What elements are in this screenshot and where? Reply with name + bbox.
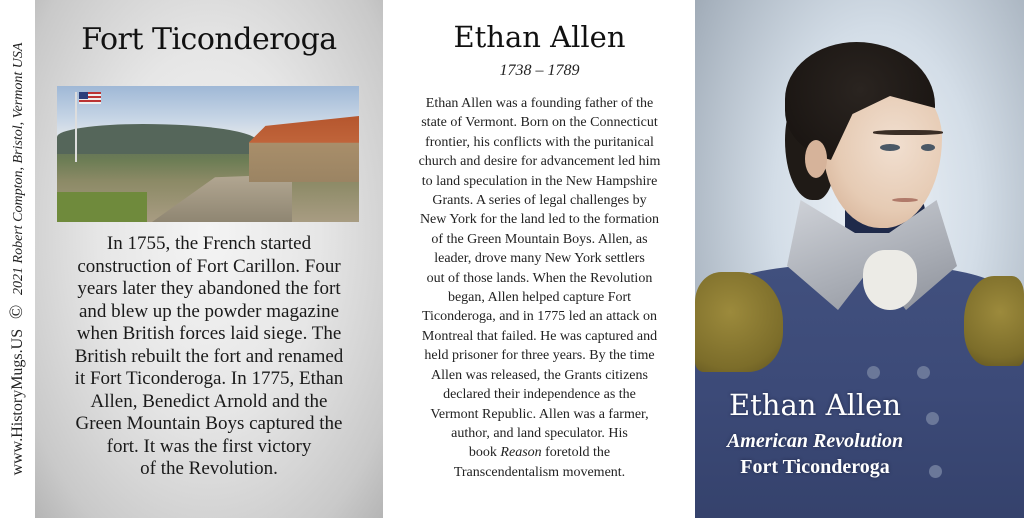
bio-text-line: Ticonderoga, and in 1775 led an attack on: [421, 309, 658, 325]
copyright-icon: ©: [6, 304, 27, 320]
bio-text-line: Vermont Republic. Allen was a farmer,: [430, 406, 649, 422]
fort-photo: [57, 86, 359, 222]
fort-text-line: years later they abandoned the fort: [77, 278, 341, 299]
bio-text-line: Montreal that failed. He was captured and: [421, 328, 658, 344]
credit-site: www.HistoryMugs.US: [9, 328, 26, 476]
fort-text-line: of the Revolution.: [140, 458, 278, 479]
fort-text-line: In 1755, the French started: [106, 233, 312, 254]
fort-text-line: Allen, Benedict Arnold and the: [90, 390, 328, 412]
portrait-cravat: [863, 250, 917, 310]
portrait-place: Fort Ticonderoga: [740, 456, 890, 478]
book-suffix: foretold the: [541, 445, 611, 461]
bio-text-line: author, and land speculator. His: [451, 425, 628, 441]
bio-text-line: New York for the land led to the formation: [419, 212, 660, 228]
credit-author: 2021 Robert Compton, Bristol, Vermont USA: [11, 42, 26, 295]
bio-dates: 1738 – 1789: [499, 62, 580, 79]
fort-text-line: when British forces laid siege. The: [76, 323, 342, 344]
bio-text-line: began, Allen helped capture Fort: [447, 290, 632, 306]
fort-description: [43, 233, 375, 481]
bio-text-line: church and desire for advancement led him: [418, 154, 661, 170]
portrait-name: Ethan Allen: [728, 388, 902, 422]
portrait-mouth: [892, 198, 918, 202]
portrait-era: American Revolution: [726, 430, 904, 452]
bio-text-line: held prisoner for three years. By the time: [424, 348, 655, 364]
portrait-epaulet-left: [695, 272, 783, 372]
coat-button: [867, 366, 880, 379]
portrait-panel: [695, 0, 1024, 518]
fort-text-line: and blew up the powder magazine: [78, 300, 340, 322]
bio-book-line: [391, 443, 688, 462]
book-prefix: book: [468, 445, 501, 461]
portrait-eye-right: [921, 144, 935, 151]
fort-text-line: British rebuilt the fort and renamed: [74, 345, 344, 367]
bio-text: [391, 94, 688, 482]
portrait-eye-left: [880, 144, 900, 151]
bio-text-line: out of those lands. When the Revolution: [426, 270, 653, 286]
portrait-epaulet-right: [964, 276, 1024, 366]
bio-text-line: declared their independence as the: [443, 387, 636, 403]
bio-text-line: frontier, his conflicts with the puritanical: [425, 134, 654, 150]
photo-mountain: [57, 124, 257, 154]
fort-text-line: construction of Fort Carillon. Four: [77, 255, 341, 277]
bio-text-line: of the Green Mountain Boys. Allen, as: [431, 231, 648, 247]
portrait-ear: [805, 140, 827, 178]
fort-text-line: Green Mountain Boys captured the: [75, 413, 343, 434]
fort-panel: [35, 0, 383, 518]
photo-flagpole: [75, 92, 77, 162]
bio-text-line: Transcendentalism movement.: [453, 464, 626, 480]
fort-text-line: fort. It was the first victory: [106, 435, 312, 457]
book-title: Reason: [500, 445, 542, 461]
photo-lawn: [57, 192, 147, 222]
portrait-brow: [873, 130, 943, 135]
bio-text-line: Grants. A series of legal challenges by: [432, 193, 647, 209]
bio-text-line: Ethan Allen was a founding father of the: [425, 96, 654, 111]
photo-barracks: [249, 116, 359, 182]
bio-panel: [385, 0, 694, 518]
credit-text: [6, 43, 28, 476]
fort-title: Fort Ticonderoga: [81, 22, 337, 57]
flag-icon: [79, 92, 101, 104]
fort-text-line: it Fort Ticonderoga. In 1775, Ethan: [74, 368, 344, 389]
bio-name: Ethan Allen: [453, 20, 626, 54]
bio-text-line: state of Vermont. Born on the Connecticut: [421, 115, 658, 131]
bio-text-line: to land speculation in the New Hampshire: [421, 173, 658, 189]
credit-strip: [0, 0, 35, 518]
bio-text-line: leader, drove many New York settlers: [434, 251, 645, 267]
bio-text-line: Allen was released, the Grants citizens: [431, 367, 648, 383]
coat-button: [917, 366, 930, 379]
